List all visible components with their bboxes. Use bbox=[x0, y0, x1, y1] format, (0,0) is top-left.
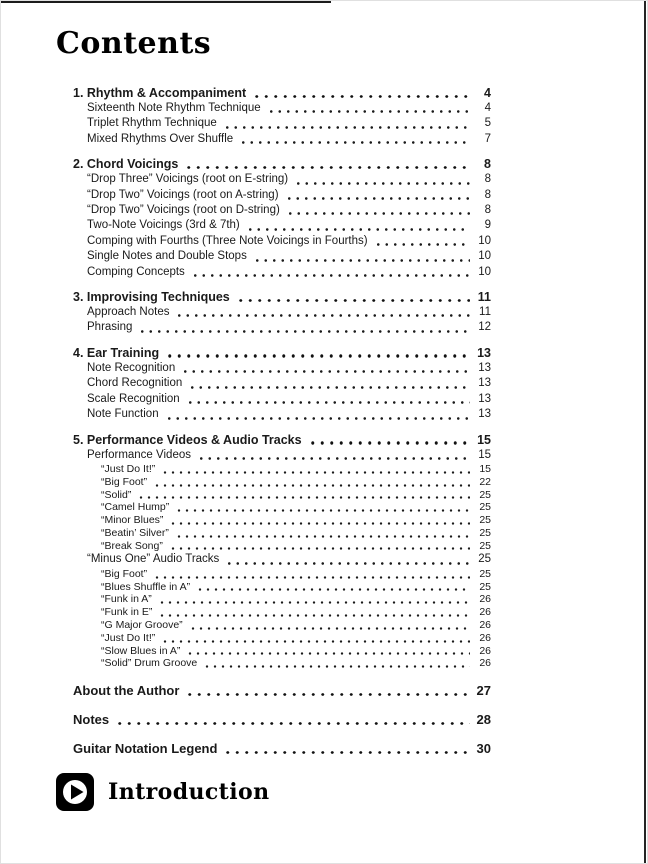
toc-entry-label: “Funk in E” bbox=[101, 606, 153, 619]
toc-entry bbox=[73, 407, 491, 422]
toc-entry-label: 2. Chord Voicings bbox=[73, 157, 179, 172]
toc-entry bbox=[73, 345, 491, 361]
toc-entry-label: 4. Ear Training bbox=[73, 345, 160, 360]
dot-leader bbox=[169, 519, 470, 525]
toc-entry bbox=[73, 376, 491, 391]
toc-entry-page: 27 bbox=[476, 683, 491, 699]
scan-edge-top-artifact bbox=[1, 1, 331, 3]
dot-leader bbox=[223, 747, 470, 754]
toc-entry-label: “Drop Two” Voicings (root on D-string) bbox=[87, 204, 280, 217]
toc-entry-label: “G Major Groove” bbox=[101, 619, 183, 632]
toc-entry-label: Performance Videos bbox=[87, 448, 191, 461]
introduction-footer bbox=[56, 773, 269, 811]
toc-entry-page: 15 bbox=[478, 448, 491, 461]
toc-entry-page: 10 bbox=[478, 234, 491, 247]
toc-entry bbox=[73, 683, 491, 699]
dot-leader bbox=[267, 107, 470, 113]
toc-entry bbox=[73, 234, 491, 249]
toc-entry-page: 25 bbox=[479, 539, 491, 552]
toc-entry bbox=[73, 552, 491, 567]
toc-entry bbox=[73, 657, 491, 670]
toc-entry-page: 25 bbox=[479, 501, 491, 514]
dot-leader bbox=[137, 493, 470, 499]
toc-entry bbox=[73, 265, 491, 280]
toc-entry bbox=[73, 489, 491, 502]
toc-entry-page: 8 bbox=[484, 204, 491, 217]
toc-entry-page: 7 bbox=[484, 132, 491, 145]
dot-leader bbox=[225, 559, 470, 565]
dot-leader bbox=[158, 598, 470, 604]
toc-entry bbox=[73, 432, 491, 448]
toc-entry-label: 3. Improvising Techniques bbox=[73, 290, 230, 305]
toc-entry-page: 25 bbox=[479, 488, 491, 501]
toc-entry-page: 13 bbox=[478, 392, 491, 405]
toc-entry bbox=[73, 463, 491, 476]
dot-leader bbox=[236, 295, 470, 302]
toc-entry bbox=[73, 85, 491, 101]
toc-entry-page: 13 bbox=[478, 408, 491, 421]
dot-leader bbox=[285, 194, 470, 200]
toc-entry bbox=[73, 606, 491, 619]
toc-entry-label: Notes bbox=[73, 712, 110, 728]
dot-leader bbox=[308, 438, 470, 445]
toc-entry bbox=[73, 632, 491, 645]
toc-entry-page: 10 bbox=[478, 250, 491, 263]
toc-entry bbox=[73, 289, 491, 305]
toc-entry-page: 26 bbox=[479, 644, 491, 657]
toc-entry-label: “Blues Shuffle in A” bbox=[101, 580, 191, 593]
toc-entry-label: Scale Recognition bbox=[87, 392, 180, 405]
toc-entry-page: 26 bbox=[479, 657, 491, 670]
toc-entry-label: Phrasing bbox=[87, 321, 133, 334]
toc-entry-label: Guitar Notation Legend bbox=[73, 741, 218, 757]
toc-entry-label: “Slow Blues in A” bbox=[101, 644, 181, 657]
toc-entry bbox=[73, 568, 491, 581]
toc-entry-label: “Solid” Drum Groove bbox=[101, 657, 198, 670]
toc-entry-page: 26 bbox=[479, 631, 491, 644]
toc-entry-label: “Minor Blues” bbox=[101, 514, 164, 527]
toc-entry-label: “Big Foot” bbox=[101, 475, 148, 488]
toc-entry-label: About the Author bbox=[73, 683, 180, 699]
dot-leader bbox=[185, 689, 470, 696]
toc-entry-label: “Beatin’ Silver” bbox=[101, 526, 169, 539]
toc-entry-page: 4 bbox=[484, 86, 491, 100]
dot-leader bbox=[175, 311, 470, 317]
toc-entry-label: “Just Do It!” bbox=[101, 631, 156, 644]
dot-leader bbox=[161, 468, 470, 474]
toc-entry bbox=[73, 203, 491, 218]
dot-leader bbox=[186, 649, 470, 655]
dot-leader bbox=[374, 240, 470, 246]
toc-entry bbox=[73, 392, 491, 407]
toc-entry-page: 11 bbox=[479, 306, 491, 319]
dot-leader bbox=[153, 481, 470, 487]
toc-entry-label: “Break Song” bbox=[101, 539, 163, 552]
dot-leader bbox=[223, 123, 470, 129]
toc-entry bbox=[73, 741, 491, 757]
toc-entry-label: Two-Note Voicings (3rd & 7th) bbox=[87, 219, 240, 232]
toc-entry bbox=[73, 712, 491, 728]
toc-entry-page: 5 bbox=[484, 117, 491, 130]
dot-leader bbox=[286, 209, 470, 215]
toc-entry-page: 25 bbox=[479, 526, 491, 539]
toc-entry bbox=[73, 645, 491, 658]
dot-leader bbox=[186, 398, 470, 404]
toc-entry bbox=[73, 218, 491, 233]
dot-leader bbox=[158, 611, 470, 617]
toc-entry-page: 13 bbox=[477, 345, 491, 360]
toc-entry-label: Chord Recognition bbox=[87, 377, 183, 390]
toc-entry-page: 8 bbox=[484, 173, 491, 186]
dot-leader bbox=[169, 544, 470, 550]
dot-leader bbox=[161, 637, 470, 643]
introduction-heading: Introduction bbox=[108, 779, 270, 805]
toc-entry-page: 30 bbox=[476, 741, 491, 757]
dot-leader bbox=[181, 367, 470, 373]
toc-entry-page: 10 bbox=[478, 265, 491, 278]
toc-entry-page: 25 bbox=[479, 514, 491, 527]
toc-entry bbox=[73, 514, 491, 527]
toc-entry-label: Comping Concepts bbox=[87, 265, 185, 278]
dot-leader bbox=[253, 256, 470, 262]
toc-entry-label: Sixteenth Note Rhythm Technique bbox=[87, 102, 261, 114]
toc-entry-label: “Drop Two” Voicings (root on A-string) bbox=[87, 188, 279, 201]
dot-leader bbox=[175, 532, 470, 538]
toc-entry bbox=[73, 172, 491, 187]
dot-leader bbox=[189, 624, 470, 630]
toc-entry-label: Note Function bbox=[87, 408, 159, 421]
dot-leader bbox=[165, 414, 470, 420]
dot-leader bbox=[246, 225, 470, 231]
toc-entry-page: 13 bbox=[478, 361, 491, 374]
toc-entry-label: “Solid” bbox=[101, 488, 132, 501]
dot-leader bbox=[153, 573, 470, 579]
toc-entry-label: Comping with Fourths (Three Note Voicings in Fourths) bbox=[87, 234, 368, 247]
toc-entry-page: 25 bbox=[478, 553, 491, 566]
toc-entry-page: 15 bbox=[479, 462, 491, 475]
toc-entry-page: 11 bbox=[477, 290, 491, 305]
toc-entry-label: 5. Performance Videos & Audio Tracks bbox=[73, 432, 302, 447]
toc-entry-label: Approach Notes bbox=[87, 306, 170, 319]
dot-leader bbox=[239, 138, 470, 144]
toc-entry bbox=[73, 361, 491, 376]
toc-entry bbox=[73, 156, 491, 172]
dot-leader bbox=[252, 91, 470, 98]
toc-entry-page: 25 bbox=[479, 567, 491, 580]
toc-entry bbox=[73, 305, 491, 320]
toc-entry bbox=[73, 249, 491, 264]
toc-entry bbox=[73, 448, 491, 463]
toc-entry-page: 25 bbox=[479, 580, 491, 593]
toc-entry-page: 26 bbox=[479, 606, 491, 619]
toc-entry-label: Single Notes and Double Stops bbox=[87, 250, 247, 263]
toc-entry-label: “Funk in A” bbox=[101, 593, 152, 606]
toc-entry-label: “Minus One” Audio Tracks bbox=[87, 553, 220, 566]
toc-entry-page: 9 bbox=[484, 219, 491, 232]
toc-entry-label: Triplet Rhythm Technique bbox=[87, 117, 217, 130]
scan-edge-right-artifact bbox=[644, 1, 646, 863]
toc-entry-page: 26 bbox=[479, 619, 491, 632]
dot-leader bbox=[196, 585, 470, 591]
dot-leader bbox=[191, 271, 470, 277]
toc-entry bbox=[73, 581, 491, 594]
toc-entry bbox=[73, 132, 491, 147]
toc-entry-page: 26 bbox=[479, 593, 491, 606]
toc-entry-page: 8 bbox=[484, 157, 491, 172]
dot-leader bbox=[294, 179, 470, 185]
toc-list bbox=[73, 85, 491, 757]
toc-entry-label: “Big Foot” bbox=[101, 567, 148, 580]
dot-leader bbox=[175, 506, 470, 512]
dot-leader bbox=[203, 662, 470, 668]
toc-entry-page: 22 bbox=[479, 475, 491, 488]
dot-leader bbox=[165, 351, 470, 358]
toc-entry-page: 8 bbox=[484, 188, 491, 201]
toc-entry bbox=[73, 619, 491, 632]
page-title: Contents bbox=[56, 26, 212, 61]
toc-entry-page: 12 bbox=[478, 321, 491, 334]
toc-entry-label: “Camel Hump” bbox=[101, 501, 170, 514]
toc-entry-page: 28 bbox=[476, 712, 491, 728]
toc-entry-label: 1. Rhythm & Accompaniment bbox=[73, 86, 247, 100]
toc-entry-label: Note Recognition bbox=[87, 361, 176, 374]
play-icon bbox=[56, 773, 94, 811]
dot-leader bbox=[188, 383, 470, 389]
toc-entry bbox=[73, 540, 491, 553]
toc-entry-label: “Drop Three” Voicings (root on E-string) bbox=[87, 173, 289, 186]
toc-entry bbox=[73, 116, 491, 131]
dot-leader bbox=[197, 454, 470, 460]
toc-entry bbox=[73, 593, 491, 606]
toc-entry bbox=[73, 320, 491, 335]
toc-entry-label: Mixed Rhythms Over Shuffle bbox=[87, 132, 234, 145]
toc-entry bbox=[73, 527, 491, 540]
dot-leader bbox=[184, 162, 470, 169]
toc-entry bbox=[73, 501, 491, 514]
toc-entry-page: 4 bbox=[484, 102, 491, 114]
toc-entry-page: 15 bbox=[477, 432, 491, 447]
dot-leader bbox=[115, 718, 470, 725]
toc-entry-label: “Just Do It!” bbox=[101, 462, 156, 475]
toc-entry bbox=[73, 476, 491, 489]
dot-leader bbox=[138, 327, 470, 333]
toc-entry bbox=[73, 188, 491, 203]
toc-entry bbox=[73, 101, 491, 116]
toc-entry-page: 13 bbox=[478, 377, 491, 390]
